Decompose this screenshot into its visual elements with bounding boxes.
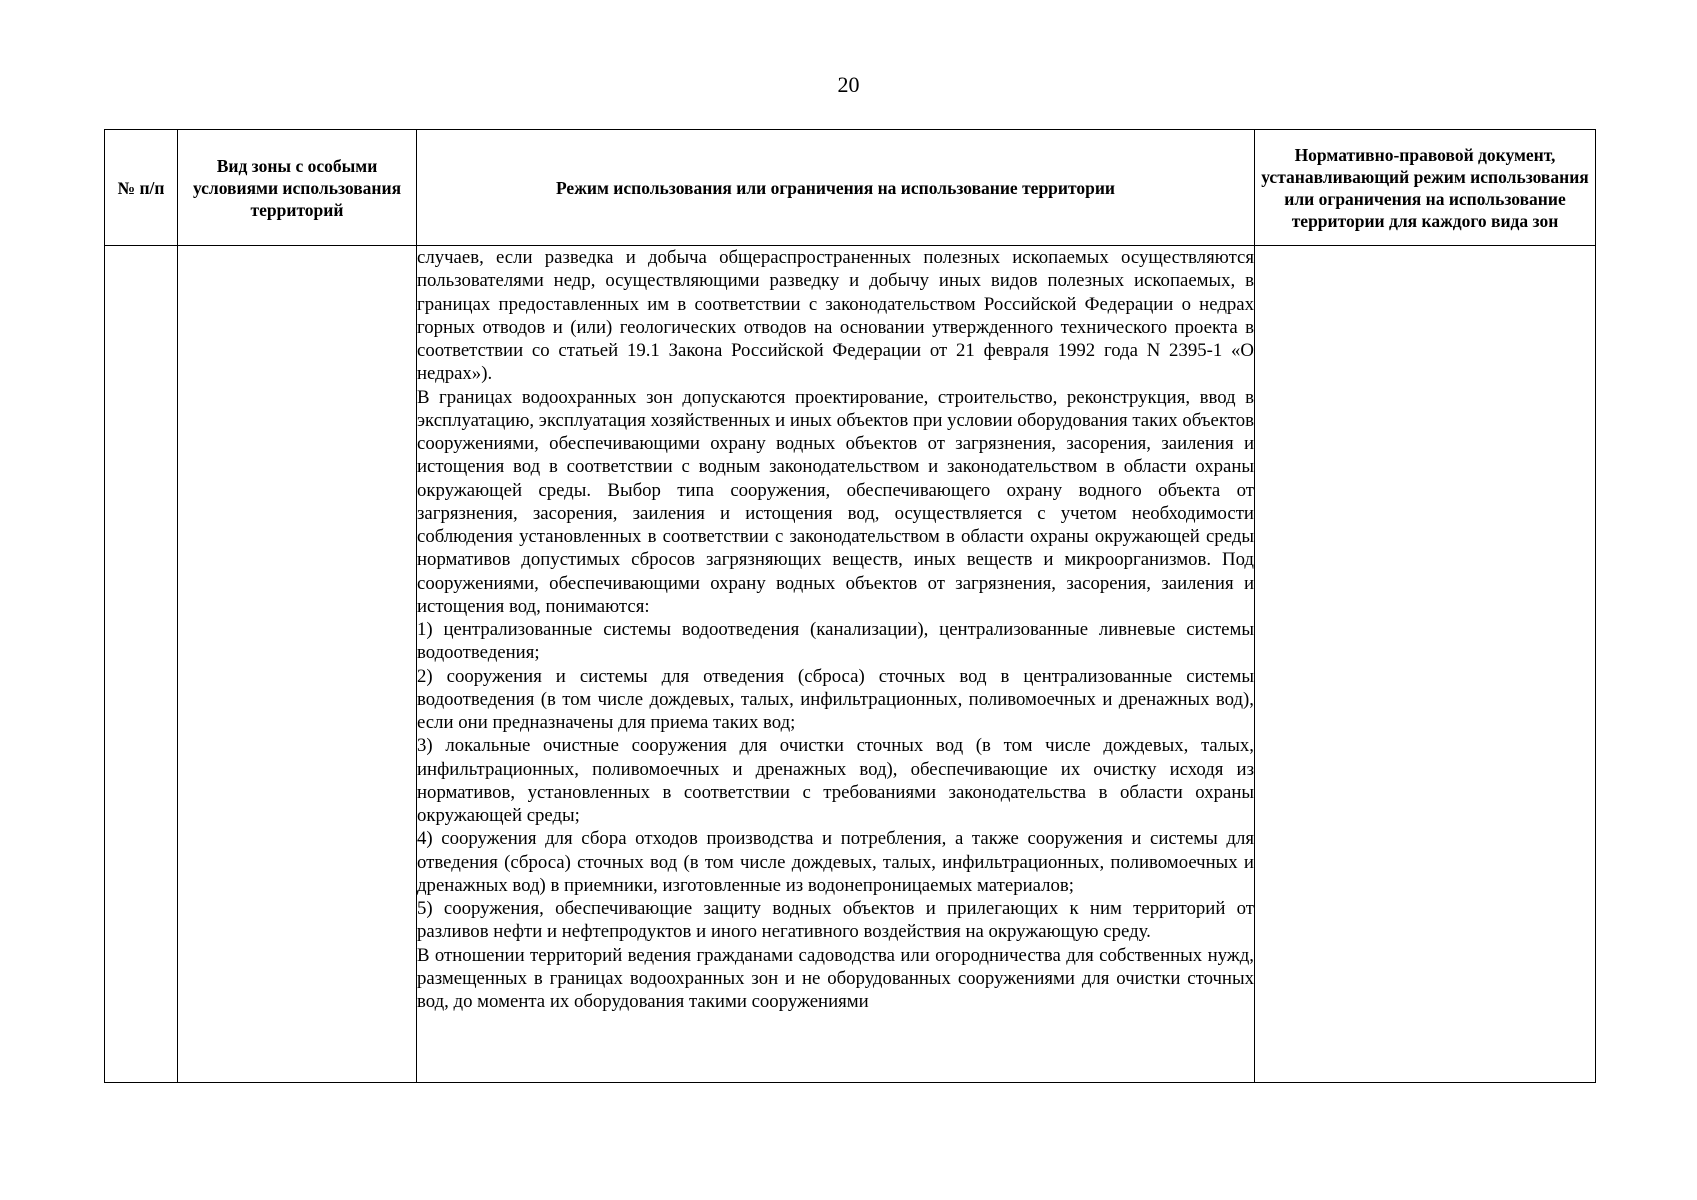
cell-legal-document: [1255, 246, 1596, 1083]
list-item: 4) сооружения для сбора отходов производства и потребления, а также сооружения и системы для отведения (сброса) сточных вод (в том числе дождевых, талых, инфильтрационных, поливомоечных и дренажных вод) в приемники, изготовленные из водонепроницаемых материалов;: [417, 828, 1254, 896]
paragraph: В отношении территорий ведения гражданами садоводства или огородничества для собственных нужд, размещенных в границах водоохранных зон и не оборудованных сооружениями для очистки сточных вод, до момента их оборудования такими сооружениями: [417, 944, 1254, 1012]
paragraph: В границах водоохранных зон допускаются проектирование, строительство, реконструкция, ввод в эксплуатацию, эксплуатация хозяйственных и иных объектов при условии оборудования таких объектов сооружениями, обеспечивающими охрану водных объектов от загрязнения, засорения, заиления и истощения вод в соответствии с водным законодательством и законодательством в области охраны окружающей среды. Выбор типа сооружения, обеспечивающего охрану водного объекта от загрязнения, засорения, заиления и истощения вод, осуществляется с учетом необходимости соблюдения установленных в соответствии с законодательством в области охраны окружающей среды нормативов допустимых сбросов загрязняющих веществ, иных веществ и микроорганизмов. Под сооружениями, обеспечивающими охрану водных объектов от загрязнения, засорения, заиления и истощения вод, понимаются:: [417, 386, 1254, 617]
list-item: 3) локальные очистные сооружения для очистки сточных вод (в том числе дождевых, талых, инфильтрационных, поливомоечных и дренажных вод), обеспечивающие их очистку исходя из нормативов, установленных в соответствии с требованиями законодательства в области охраны окружающей среды;: [417, 735, 1254, 826]
header-usage-mode: Режим использования или ограничения на использование территории: [417, 130, 1255, 246]
list-item: 5) сооружения, обеспечивающие защиту водных объектов и прилегающих к ним территорий от разливов нефти и нефтепродуктов и иного негативного воздействия на окружающую среду.: [417, 898, 1254, 943]
table-header-row: [105, 130, 1596, 246]
header-legal-document: Нормативно-правовой документ, устанавливающий режим использования или ограничения на использование территории для каждого вида зон: [1255, 130, 1596, 246]
page-number: 20: [837, 72, 860, 97]
cell-usage-mode: [417, 246, 1255, 1083]
list-item: 2) сооружения и системы для отведения (сброса) сточных вод в централизованные системы водоотведения (в том числе дождевых, талых, инфильтрационных, поливомоечных и дренажных вод), если они предназначены для приема таких вод;: [417, 665, 1254, 733]
paragraph: случаев, если разведка и добыча общераспространенных полезных ископаемых осуществляются пользователями недр, осуществляющими разведку и добычу иных видов полезных ископаемых, в границах предоставленных им в соответствии с законодательством Российской Федерации о недрах горных отводов и (или) геологических отводов на основании утвержденного технического проекта в соответствии со статьей 19.1 Закона Российской Федерации от 21 февраля 1992 года N 2395-1 «О недрах»).: [417, 247, 1254, 385]
cell-zone-type: [178, 246, 417, 1083]
table-row: [105, 246, 1596, 1083]
zones-table: [104, 129, 1596, 1083]
cell-number: [105, 246, 178, 1083]
header-number: № п/п: [105, 130, 178, 246]
list-item: 1) централизованные системы водоотведения (канализации), централизованные ливневые системы водоотведения;: [417, 619, 1254, 664]
header-zone-type: Вид зоны с особыми условиями использования территорий: [178, 130, 417, 246]
